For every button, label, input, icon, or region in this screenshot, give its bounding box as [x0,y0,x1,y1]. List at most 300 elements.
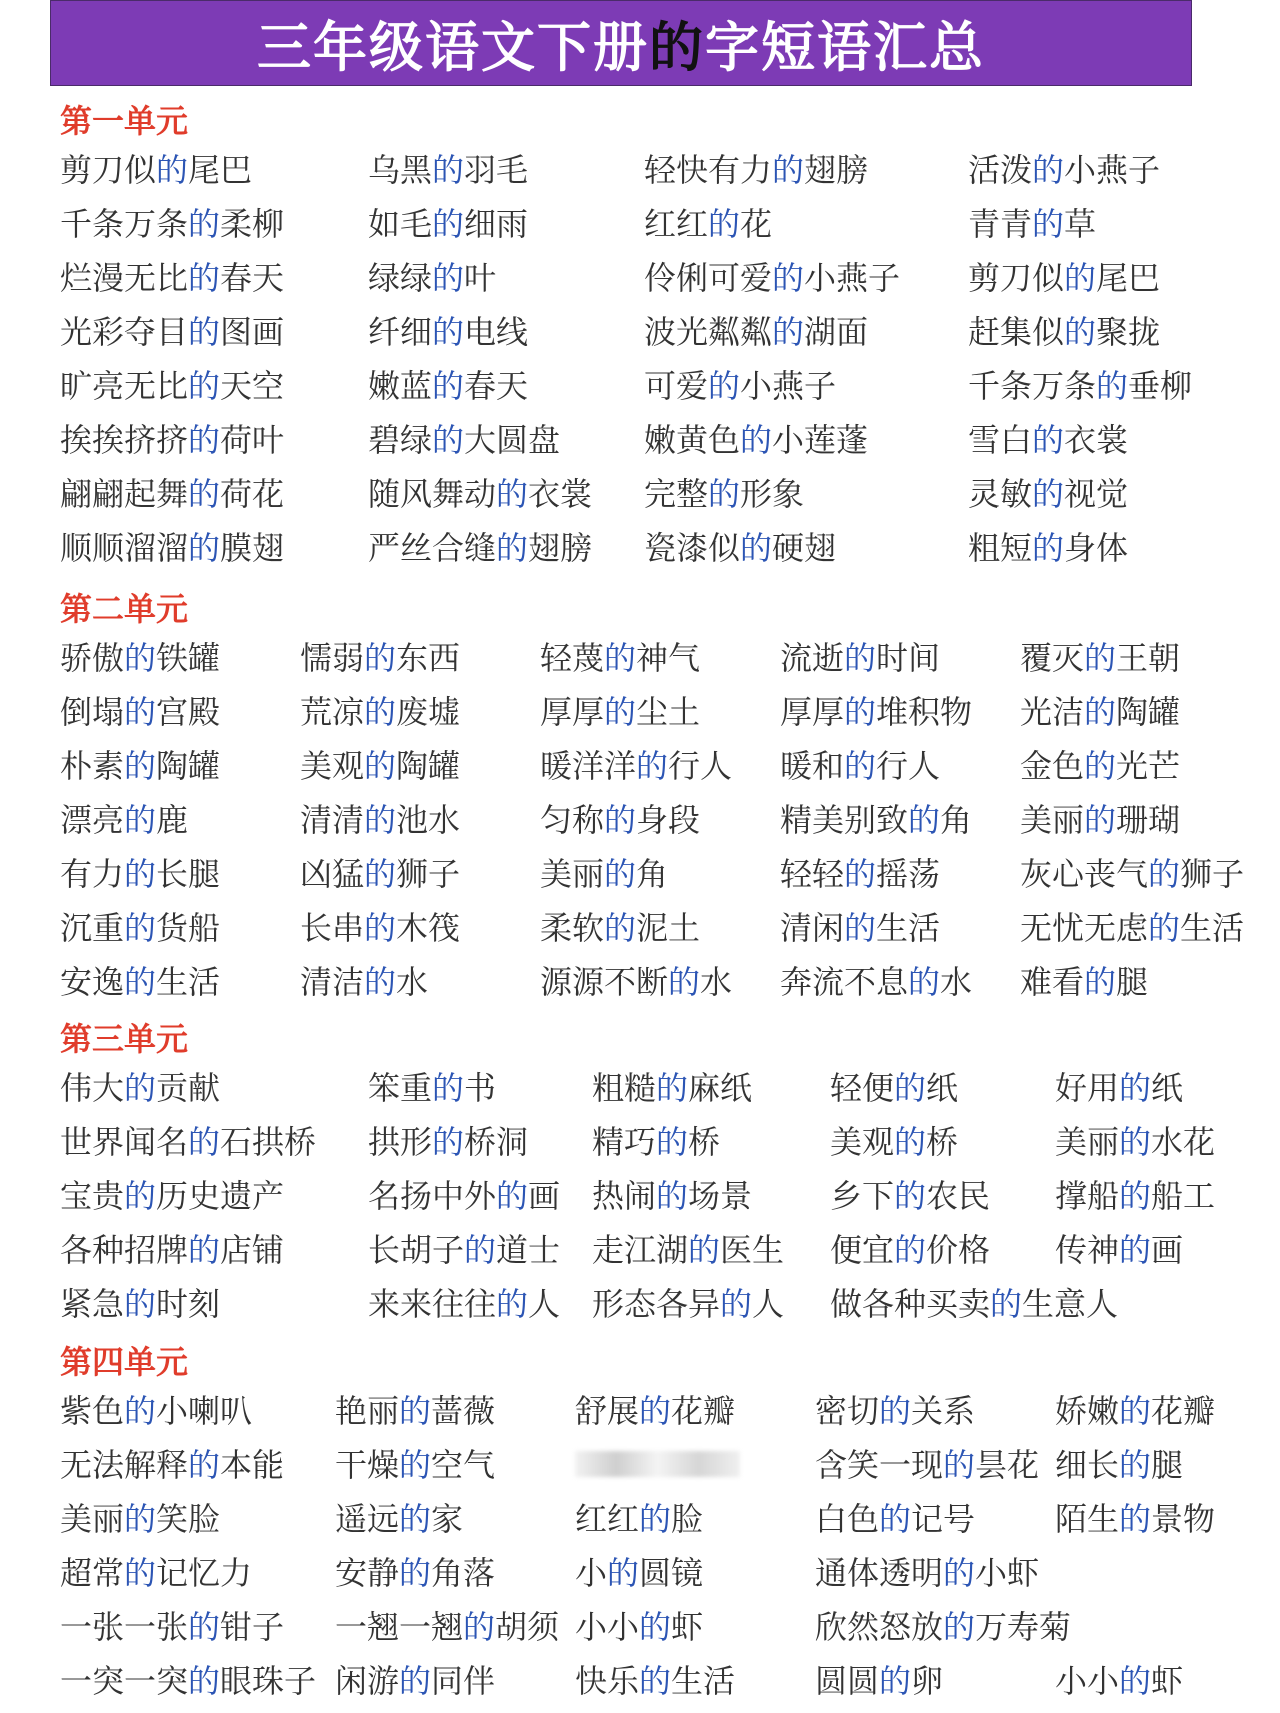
phrase-noun: 虾 [1151,1662,1184,1700]
phrase-item [60,744,220,788]
phrase-modifier: 流逝 [780,639,845,677]
phrase-row [0,1228,1280,1282]
phrase-modifier: 白色 [815,1500,880,1538]
phrase-modifier: 宝贵 [60,1177,125,1215]
phrase-noun: 画 [1151,1231,1184,1269]
phrase-item [644,310,868,354]
phrase-noun: 蔷薇 [431,1392,496,1430]
phrase-modifier: 热闹 [592,1177,657,1215]
phrase-noun: 硬翅 [772,529,837,567]
phrase-noun: 历史遗产 [156,1177,285,1215]
de-character: 的 [908,801,941,839]
phrase-modifier: 纤细 [368,313,433,351]
phrase-noun: 生活 [671,1662,736,1700]
phrase-noun: 笑脸 [156,1500,221,1538]
phrase-modifier: 嫩蓝 [368,367,433,405]
phrase-noun: 卵 [911,1662,944,1700]
phrase-item [644,418,868,462]
phrase-item [1055,1174,1215,1218]
de-character: 的 [124,639,157,677]
phrase-item [575,1389,735,1433]
phrase-modifier: 光洁 [1020,693,1085,731]
phrase-noun: 珊瑚 [1116,801,1181,839]
phrase-item [1020,906,1244,950]
de-character: 的 [188,529,221,567]
phrase-modifier: 挨挨挤挤 [60,421,189,459]
phrase-row [0,418,1280,472]
phrase-item [60,960,220,1004]
de-character: 的 [188,1231,221,1269]
phrase-modifier: 奔流不息 [780,963,909,1001]
phrase-item [60,1066,220,1110]
phrase-modifier: 暖洋洋 [540,747,637,785]
de-character: 的 [1096,367,1129,405]
de-character: 的 [463,1608,496,1646]
phrase-item [644,202,772,246]
phrase-item [60,1389,252,1433]
de-character: 的 [399,1446,432,1484]
phrase-item [1020,960,1148,1004]
phrase-item [335,1659,495,1703]
phrase-item [780,636,940,680]
phrase-modifier: 小 [575,1554,608,1592]
phrase-item [60,798,188,842]
phrase-modifier: 赶集似 [968,313,1065,351]
phrase-row [0,256,1280,310]
phrase-item [968,472,1128,516]
de-character: 的 [1119,1446,1152,1484]
phrase-row [0,364,1280,418]
phrase-noun: 价格 [926,1231,991,1269]
phrase-modifier: 轻快有力 [644,151,773,189]
phrase-modifier: 无法解释 [60,1446,189,1484]
de-character: 的 [399,1392,432,1430]
phrase-item [780,852,940,896]
phrase-item [830,1120,958,1164]
de-character: 的 [1148,909,1181,947]
de-character: 的 [188,1608,221,1646]
phrase-noun: 船工 [1151,1177,1216,1215]
de-character: 的 [124,855,157,893]
phrase-noun: 花瓣 [671,1392,736,1430]
phrase-modifier: 瓷漆似 [644,529,741,567]
phrase-item [60,472,284,516]
phrase-modifier: 凶猛 [300,855,365,893]
phrase-modifier: 倒塌 [60,693,125,731]
phrase-noun: 春天 [464,367,529,405]
phrase-modifier: 顺顺溜溜 [60,529,189,567]
phrase-modifier: 翩翩起舞 [60,475,189,513]
phrase-modifier: 嫩黄色 [644,421,741,459]
phrase-noun: 桥洞 [464,1123,529,1161]
phrase-modifier: 有力 [60,855,125,893]
phrase-item [60,1228,284,1272]
phrase-noun: 长腿 [156,855,221,893]
de-character: 的 [188,313,221,351]
phrase-item [1055,1066,1183,1110]
phrase-item [60,310,284,354]
de-character: 的 [399,1500,432,1538]
de-character: 的 [364,639,397,677]
phrase-item [368,1228,560,1272]
de-character: 的 [1119,1231,1152,1269]
de-character: 的 [464,1231,497,1269]
phrase-item [540,798,700,842]
phrase-modifier: 朴素 [60,747,125,785]
de-character: 的 [1032,205,1065,243]
phrase-noun: 花瓣 [1151,1392,1216,1430]
phrase-item [780,798,972,842]
de-character: 的 [1119,1123,1152,1161]
de-character: 的 [364,855,397,893]
phrase-item [60,526,284,570]
phrase-noun: 鹿 [156,801,189,839]
phrase-modifier: 名扬中外 [368,1177,497,1215]
phrase-modifier: 便宜 [830,1231,895,1269]
phrase-noun: 时刻 [156,1285,221,1323]
phrase-modifier: 伶俐可爱 [644,259,773,297]
de-character: 的 [188,367,221,405]
phrase-modifier: 一张一张 [60,1608,189,1646]
phrase-noun: 同伴 [431,1662,496,1700]
phrase-item [644,256,900,300]
phrase-noun: 水 [396,963,429,1001]
phrase-item [368,526,592,570]
phrase-noun: 小燕子 [804,259,901,297]
phrase-modifier: 完整 [644,475,709,513]
phrase-noun: 狮子 [1180,855,1245,893]
phrase-row [0,690,1280,744]
phrase-modifier: 荒凉 [300,693,365,731]
phrase-noun: 王朝 [1116,639,1181,677]
phrase-modifier: 超常 [60,1554,125,1592]
phrase-noun: 身体 [1064,529,1129,567]
de-character: 的 [432,205,465,243]
phrase-noun: 翅膀 [804,151,869,189]
phrase-modifier: 干燥 [335,1446,400,1484]
phrase-item [1020,798,1180,842]
phrase-item [300,744,460,788]
de-character: 的 [188,205,221,243]
de-character: 的 [188,1123,221,1161]
phrase-noun: 废墟 [396,693,461,731]
phrase-modifier: 覆灭 [1020,639,1085,677]
de-character: 的 [124,909,157,947]
de-character: 的 [1084,801,1117,839]
de-character: 的 [124,693,157,731]
phrase-item [780,906,940,950]
phrase-modifier: 伟大 [60,1069,125,1107]
phrase-modifier: 波光粼粼 [644,313,773,351]
de-character: 的 [607,1554,640,1592]
de-character: 的 [844,909,877,947]
phrase-row [0,636,1280,690]
phrase-item [60,636,220,680]
phrase-item [60,364,284,408]
phrase-modifier: 欣然怒放 [815,1608,944,1646]
phrase-item [968,418,1128,462]
phrase-modifier: 红红 [575,1500,640,1538]
de-character: 的 [879,1662,912,1700]
phrase-noun: 池水 [396,801,461,839]
phrase-modifier: 清闲 [780,909,845,947]
phrase-noun: 道士 [496,1231,561,1269]
de-character: 的 [188,259,221,297]
phrase-modifier: 各种招牌 [60,1231,189,1269]
de-character: 的 [364,693,397,731]
phrase-item [575,1605,703,1649]
phrase-noun: 图画 [220,313,285,351]
phrase-item [300,798,460,842]
phrase-item [1055,1443,1183,1487]
phrase-modifier: 美观 [830,1123,895,1161]
phrase-noun: 行人 [668,747,733,785]
phrase-item [540,636,700,680]
phrase-noun: 空气 [431,1446,496,1484]
phrase-noun: 家 [431,1500,464,1538]
de-character: 的 [432,421,465,459]
phrase-row [0,1282,1280,1336]
phrase-modifier: 无忧无虑 [1020,909,1149,947]
phrase-noun: 泥土 [636,909,701,947]
phrase-modifier: 陌生 [1055,1500,1120,1538]
phrase-item [644,472,804,516]
phrase-item [60,1120,316,1164]
phrase-item [815,1659,943,1703]
de-character: 的 [636,747,669,785]
phrase-row [0,1120,1280,1174]
phrase-row [0,744,1280,798]
phrase-item [60,148,252,192]
phrase-modifier: 千条万条 [60,205,189,243]
de-character: 的 [432,259,465,297]
phrase-noun: 宫殿 [156,693,221,731]
de-character: 的 [1064,259,1097,297]
phrase-item [300,690,460,734]
phrase-row [0,1066,1280,1120]
phrase-item [592,1120,720,1164]
phrase-row [0,852,1280,906]
phrase-modifier: 灵敏 [968,475,1033,513]
de-character: 的 [844,855,877,893]
de-character: 的 [432,313,465,351]
phrase-modifier: 柔软 [540,909,605,947]
de-character: 的 [124,801,157,839]
title-banner [50,0,1192,86]
phrase-item [368,310,528,354]
phrase-modifier: 遥远 [335,1500,400,1538]
phrase-noun: 货船 [156,909,221,947]
phrase-modifier: 轻蔑 [540,639,605,677]
phrase-item [368,1066,496,1110]
phrase-item [368,148,528,192]
phrase-noun: 电线 [464,313,529,351]
phrase-noun: 纸 [926,1069,959,1107]
phrase-item [335,1443,495,1487]
phrase-modifier: 粗糙 [592,1069,657,1107]
phrase-item [592,1282,784,1326]
phrase-item [1020,744,1180,788]
phrase-item [575,1551,703,1595]
de-character: 的 [124,747,157,785]
phrase-item [1020,690,1180,734]
de-character: 的 [656,1069,689,1107]
phrase-modifier: 传神 [1055,1231,1120,1269]
phrase-modifier: 清清 [300,801,365,839]
phrase-item [830,1174,990,1218]
phrase-noun: 细雨 [464,205,529,243]
section-heading: 第三单元 [60,1020,189,1058]
phrase-noun: 生活 [156,963,221,1001]
phrase-modifier: 雪白 [968,421,1033,459]
phrase-noun: 店铺 [220,1231,285,1269]
de-character: 的 [844,639,877,677]
de-character: 的 [124,1500,157,1538]
de-character: 的 [1119,1500,1152,1538]
phrase-item [368,256,496,300]
phrase-modifier: 一突一突 [60,1662,189,1700]
phrase-noun: 生活 [876,909,941,947]
phrase-modifier: 剪刀似 [60,151,157,189]
phrase-modifier: 美丽 [540,855,605,893]
de-character: 的 [740,421,773,459]
de-character: 的 [708,475,741,513]
phrase-modifier: 安静 [335,1554,400,1592]
phrase-item [300,906,460,950]
de-character: 的 [894,1177,927,1215]
phrase-item [1055,1228,1183,1272]
phrase-item [335,1389,495,1433]
phrase-item [1055,1120,1215,1164]
phrase-noun: 春天 [220,259,285,297]
phrase-modifier: 剪刀似 [968,259,1065,297]
phrase-item [592,1174,752,1218]
phrase-noun: 荷花 [220,475,285,513]
phrase-modifier: 金色 [1020,747,1085,785]
phrase-item [815,1551,1039,1595]
phrase-modifier: 沉重 [60,909,125,947]
phrase-modifier: 做各种买卖 [830,1285,991,1323]
phrase-noun: 聚拢 [1096,313,1161,351]
de-character: 的 [639,1608,672,1646]
phrase-item [540,906,700,950]
phrase-modifier: 厚厚 [540,693,605,731]
phrase-noun: 生活 [1180,909,1245,947]
phrase-item [335,1605,559,1649]
phrase-noun: 虾 [671,1608,704,1646]
de-character: 的 [124,1177,157,1215]
phrase-item [968,148,1160,192]
phrase-modifier: 碧绿 [368,421,433,459]
phrase-row [0,960,1280,1014]
phrase-item [592,1228,784,1272]
phrase-row [0,526,1280,580]
de-character: 的 [188,1446,221,1484]
phrase-item [575,1659,735,1703]
phrase-item [60,852,220,896]
phrase-noun: 叶 [464,259,497,297]
phrase-modifier: 小小 [1055,1662,1120,1700]
phrase-noun: 形象 [740,475,805,513]
phrase-noun: 记号 [911,1500,976,1538]
phrase-modifier: 红红 [644,205,709,243]
phrase-modifier: 撑船 [1055,1177,1120,1215]
phrase-item [644,148,868,192]
phrase-item [368,1120,528,1164]
de-character: 的 [1032,421,1065,459]
phrase-noun: 场景 [688,1177,753,1215]
phrase-row [0,798,1280,852]
phrase-noun: 堆积物 [876,693,973,731]
phrase-item [1020,636,1180,680]
de-character: 的 [772,259,805,297]
phrase-modifier: 如毛 [368,205,433,243]
phrase-modifier: 娇嫩 [1055,1392,1120,1430]
phrase-noun: 翅膀 [528,529,593,567]
de-character: 的 [604,855,637,893]
phrase-item [815,1497,975,1541]
phrase-noun: 景物 [1151,1500,1216,1538]
phrase-row [0,906,1280,960]
phrase-modifier: 长胡子 [368,1231,465,1269]
phrase-modifier: 艳丽 [335,1392,400,1430]
de-character: 的 [432,1069,465,1107]
phrase-item [830,1228,990,1272]
phrase-noun: 陶罐 [1116,693,1181,731]
de-character: 的 [364,909,397,947]
phrase-noun: 陶罐 [396,747,461,785]
phrase-noun: 垂柳 [1128,367,1193,405]
section-heading: 第一单元 [60,102,189,140]
phrase-modifier: 源源不断 [540,963,669,1001]
phrase-item [368,472,592,516]
phrase-noun: 摇荡 [876,855,941,893]
section-heading: 第四单元 [60,1343,189,1381]
de-character: 的 [188,475,221,513]
phrase-noun: 脸 [671,1500,704,1538]
phrase-modifier: 形态各异 [592,1285,721,1323]
phrase-noun: 光芒 [1116,747,1181,785]
de-character: 的 [364,963,397,1001]
phrase-row [0,310,1280,364]
phrase-noun: 农民 [926,1177,991,1215]
phrase-item [830,1282,1118,1326]
phrase-item [60,202,284,246]
de-character: 的 [1032,529,1065,567]
phrase-modifier: 随风舞动 [368,475,497,513]
phrase-modifier: 粗短 [968,529,1033,567]
phrase-item [300,960,428,1004]
phrase-noun: 大圆盘 [464,421,561,459]
de-character: 的 [639,1662,672,1700]
de-character: 的 [496,1177,529,1215]
de-character: 的 [1064,313,1097,351]
phrase-noun: 关系 [911,1392,976,1430]
de-character: 的 [772,151,805,189]
phrase-noun: 医生 [720,1231,785,1269]
phrase-item [60,906,220,950]
phrase-item [780,690,972,734]
de-character: 的 [604,801,637,839]
phrase-item [815,1389,975,1433]
phrase-noun: 衣裳 [528,475,593,513]
phrase-noun: 石拱桥 [220,1123,317,1161]
phrase-noun: 角 [636,855,669,893]
de-character: 的 [432,1123,465,1161]
phrase-modifier: 灰心丧气 [1020,855,1149,893]
phrase-item [968,202,1096,246]
phrase-noun: 人 [752,1285,785,1323]
